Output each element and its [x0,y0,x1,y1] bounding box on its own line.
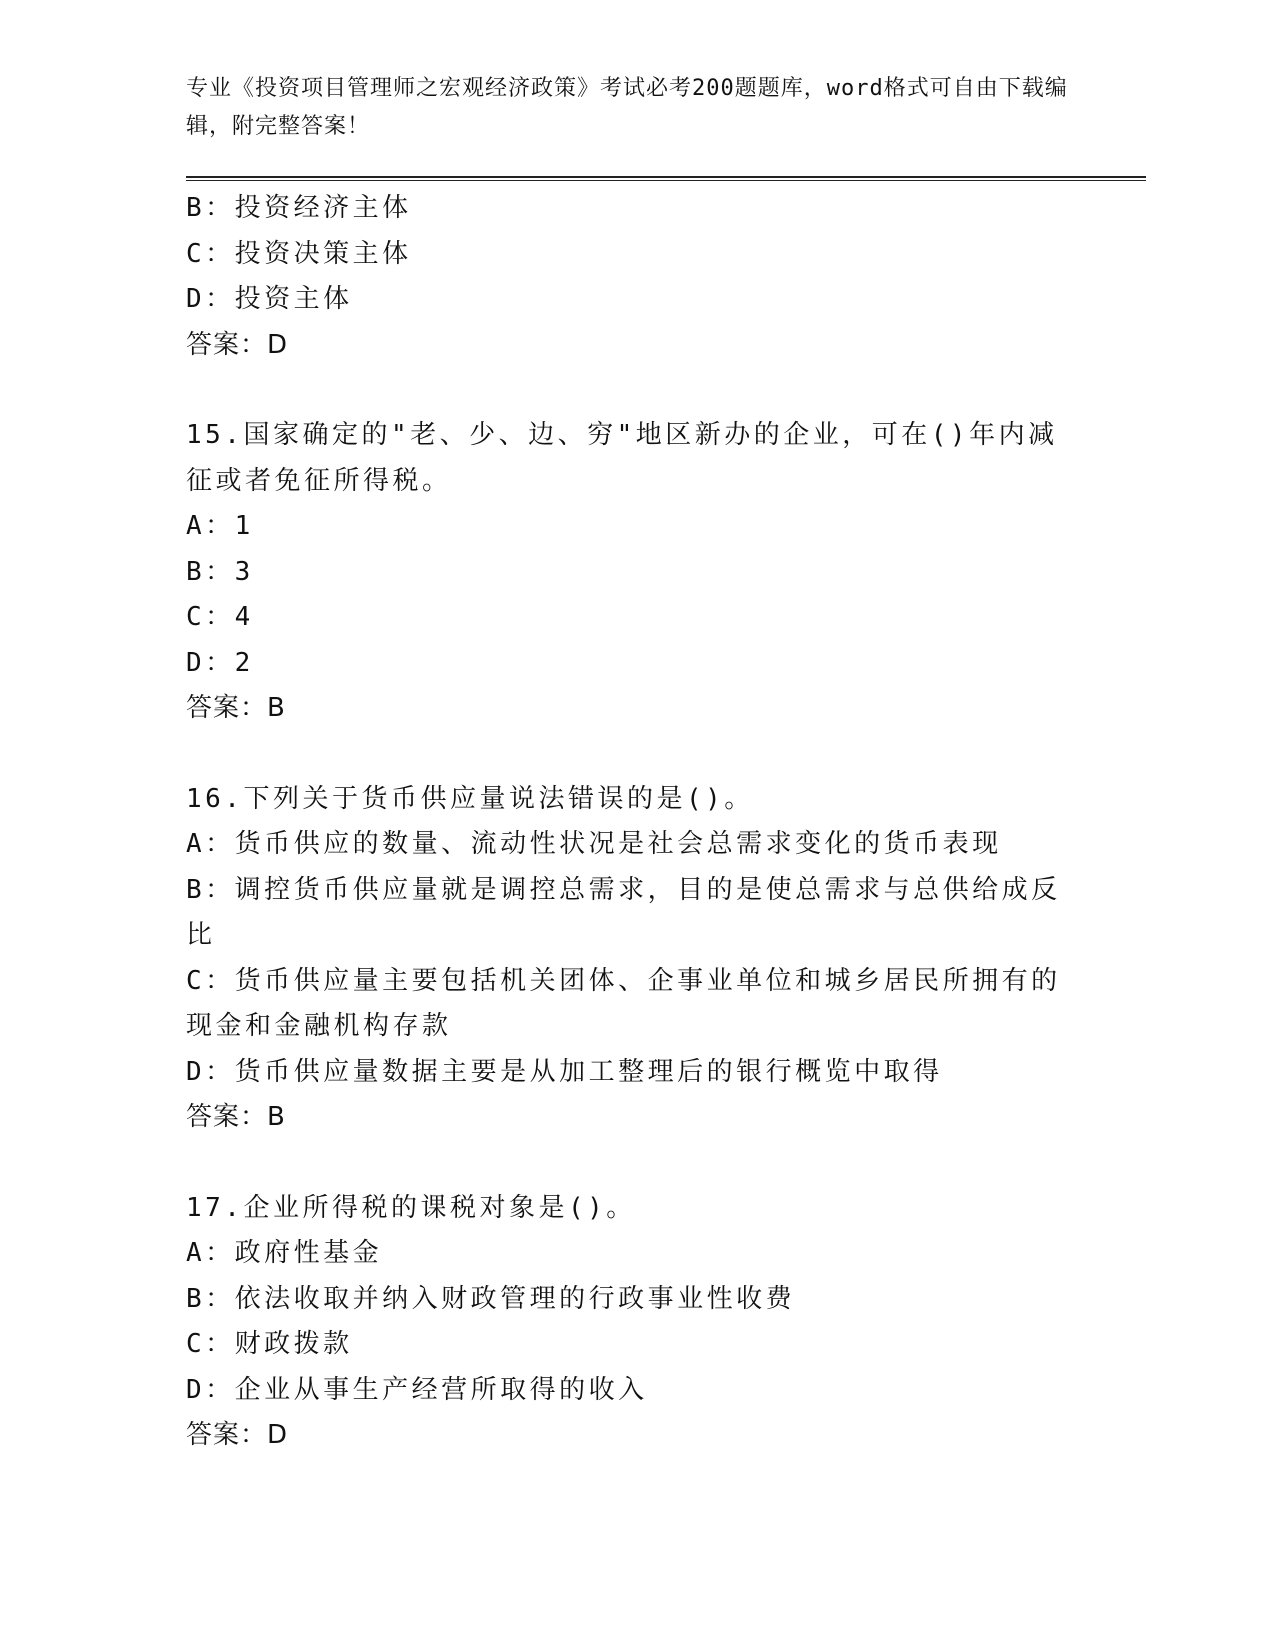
option-c: C：投资决策主体 [186,238,412,269]
question-stem: 15.国家确定的"老、少、边、穷"地区新办的企业，可在()年内减征或者免征所得税。 [186,420,1058,496]
answer: 答案：B [186,693,286,723]
option-b: B：3 [186,556,254,587]
question-content [186,186,1086,1459]
option-b: B：依法收取并纳入财政管理的行政事业性收费 [186,1283,796,1314]
option-d: D：投资主体 [186,284,353,314]
option-a: A：货币供应的数量、流动性状况是社会总需求变化的货币表现 [186,829,1002,859]
option-c: C：货币供应量主要包括机关团体、企事业单位和城乡居民所拥有的现金和金融机构存款 [186,965,1061,1041]
option-d: D：2 [186,647,254,678]
option-d: D：货币供应量数据主要是从加工整理后的银行概览中取得 [186,1056,943,1087]
option-a: A：政府性基金 [186,1238,383,1268]
document-header: 专业《投资项目管理师之宏观经济政策》考试必考200题题库，word格式可自由下载编辑，附完整答案！ [186,76,1068,139]
option-b: B：投资经济主体 [186,193,412,223]
question-stem: 17.企业所得税的课税对象是()。 [186,1192,636,1223]
option-a: A：1 [186,511,254,541]
question-15 [186,413,1086,732]
question-17 [186,1186,1086,1459]
header-divider [186,176,1146,181]
answer: 答案：B [186,1102,286,1132]
answer: 答案：D [186,1420,289,1450]
option-d: D：企业从事生产经营所取得的收入 [186,1374,648,1405]
answer: 答案：D [186,329,289,360]
question-16 [186,777,1086,1141]
question-stem: 16.下列关于货币供应量说法错误的是()。 [186,783,754,814]
option-b: B：调控货币供应量就是调控总需求，目的是使总需求与总供给成反比 [186,874,1061,950]
option-c: C：财政拨款 [186,1329,353,1359]
previous-question-tail [186,186,1086,368]
option-c: C：4 [186,602,254,632]
